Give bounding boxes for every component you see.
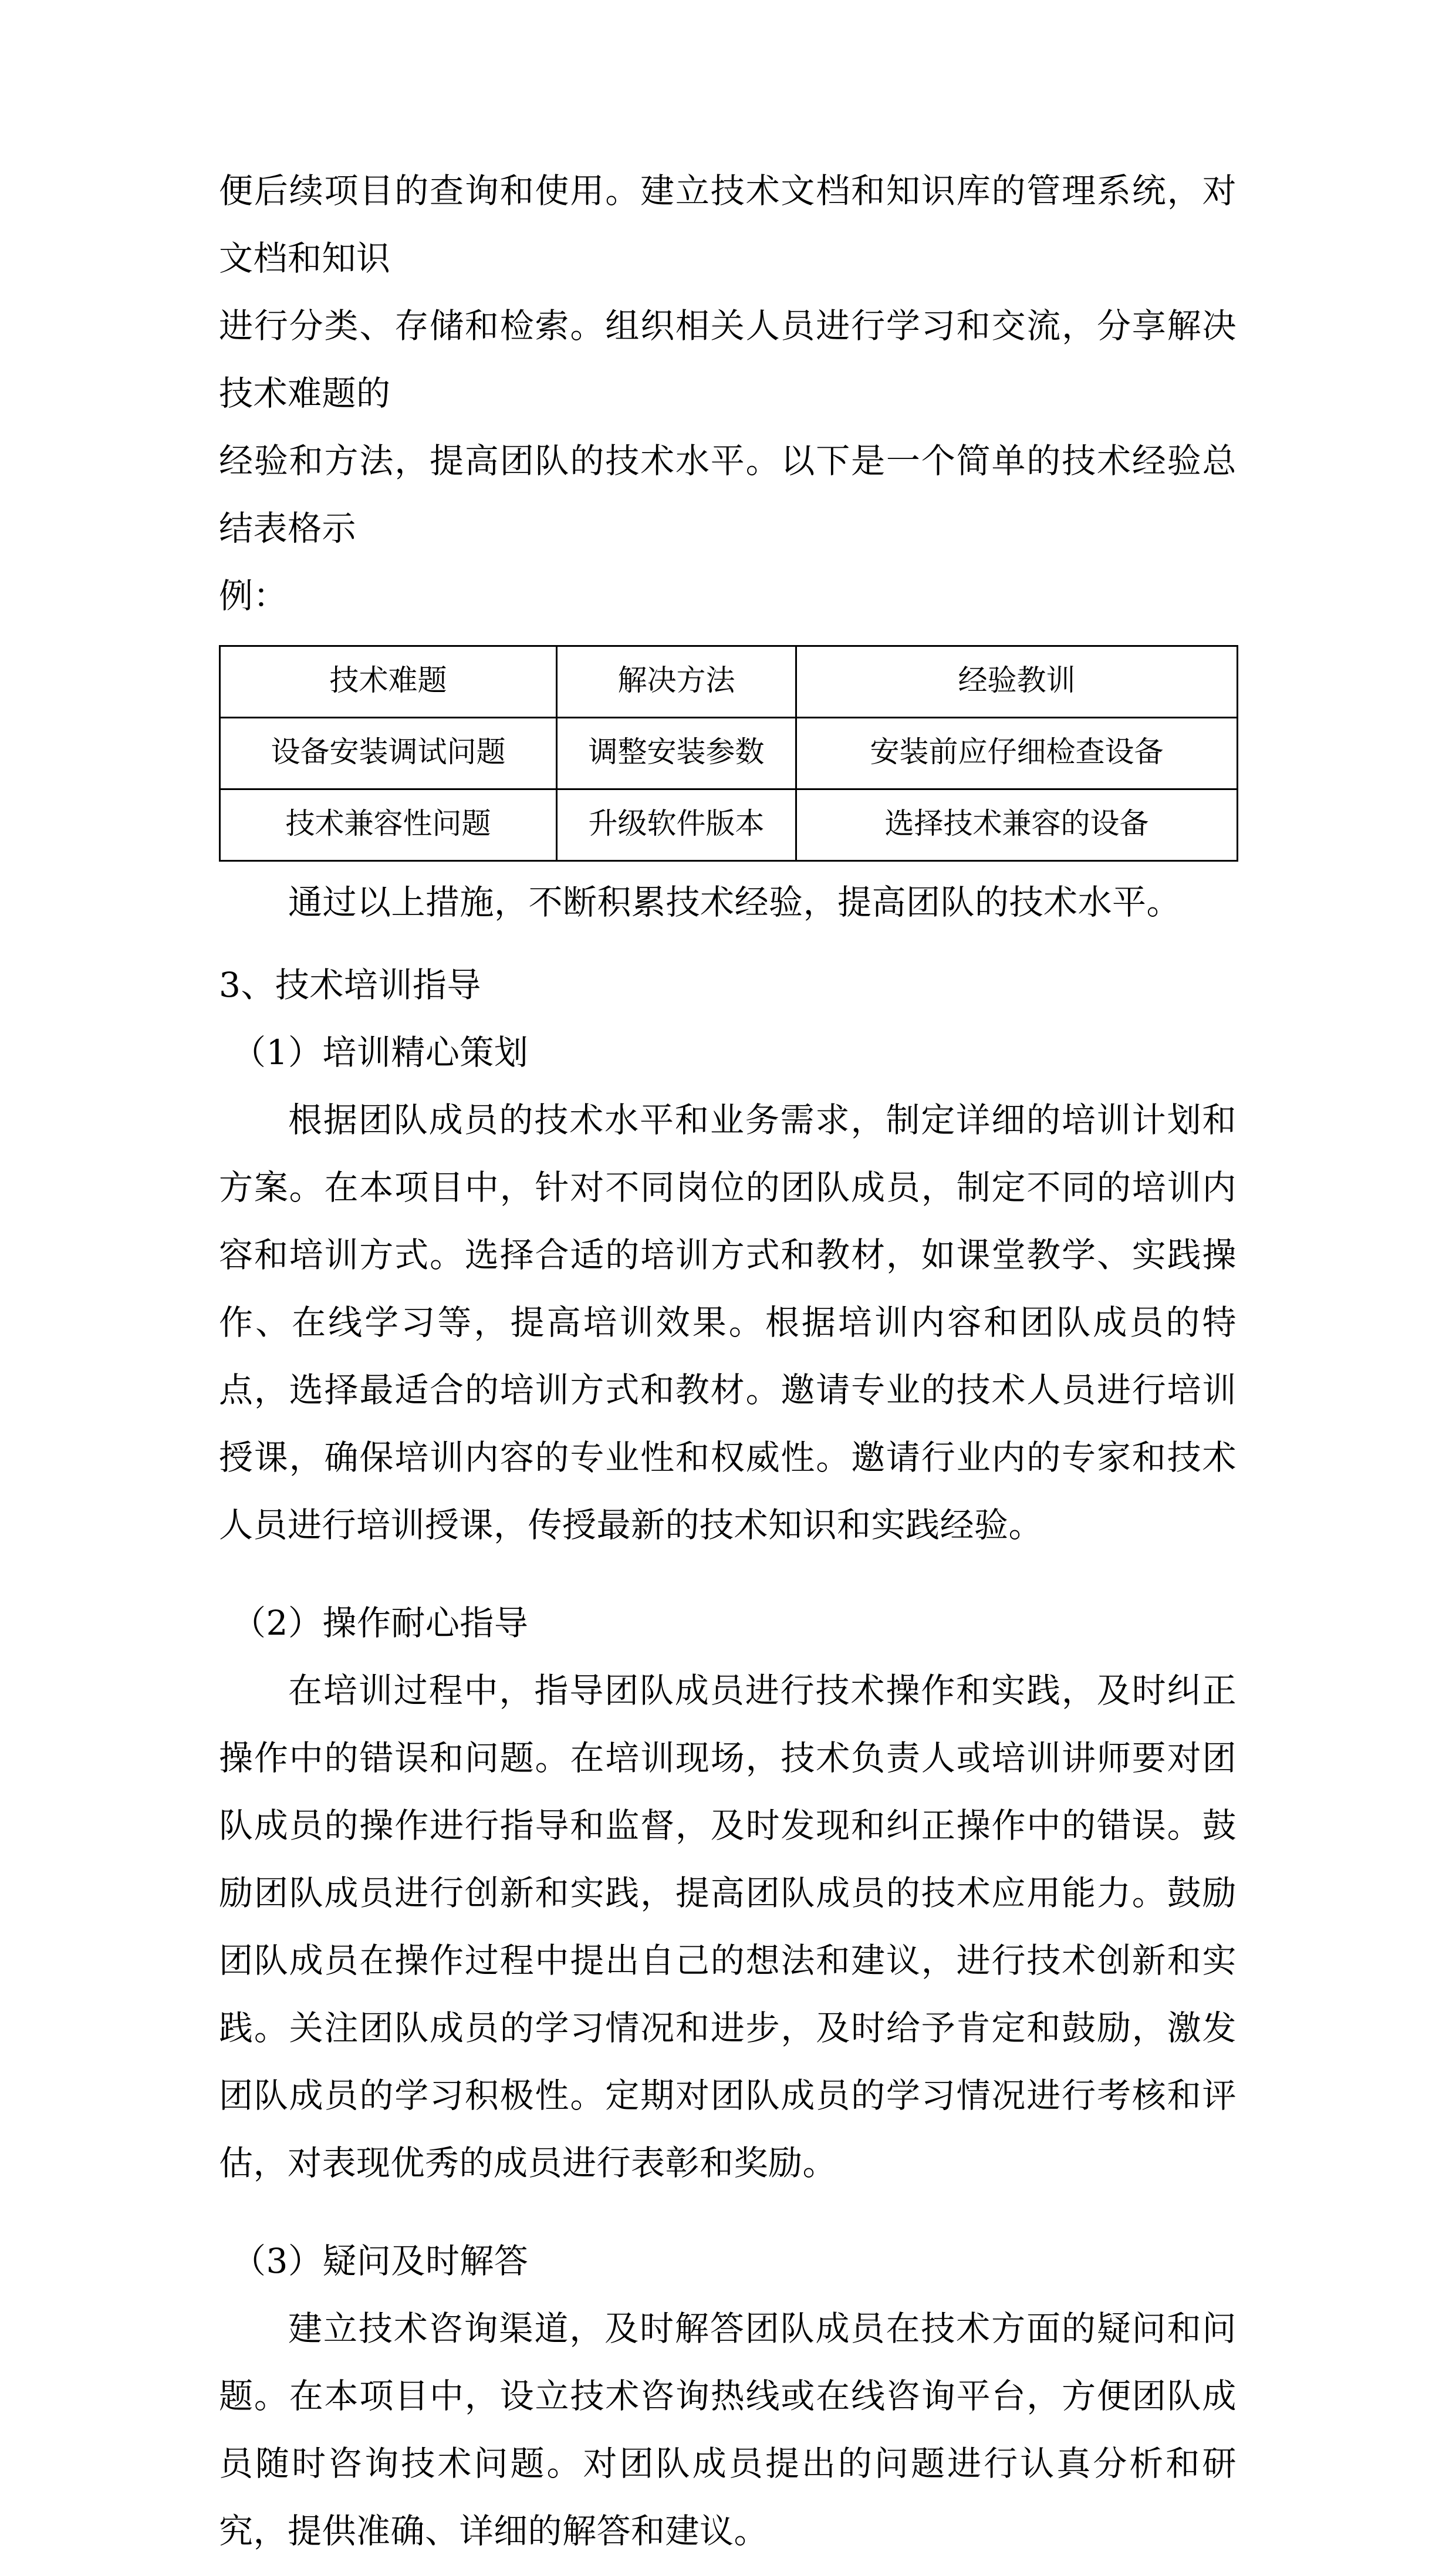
spacer	[219, 936, 1237, 951]
table-row	[220, 789, 1238, 861]
subsection-paragraph-2: 在培训过程中，指导团队成员进行技术操作和实践，及时纠正操作中的错误和问题。在培训现场，技术负责人或培训讲师要对团队成员的操作进行指导和监督，及时发现和纠正操作中的错误。鼓励团队成员进行创新和实践，提高团队成员的技术应用能力。鼓励团队成员在操作过程中提出自己的想法和建议，进行技术创新和实践。关注团队成员的学习情况和进步，及时给予肯定和鼓励，激发团队成员的学习积极性。定期对团队成员的学习情况进行考核和评估，对表现优秀的成员进行表彰和奖励。	[219, 1670, 1237, 2183]
experience-table-wrapper	[219, 645, 1237, 862]
table-header-row	[220, 646, 1238, 718]
paragraph-line: 例：	[219, 576, 288, 616]
section-heading-3: 3、技术培训指导	[219, 965, 481, 1005]
subsection-paragraph-1: 根据团队成员的技术水平和业务需求，制定详细的培训计划和方案。在本项目中，针对不同岗位的团队成员，制定不同的培训内容和培训方式。选择合适的培训方式和教材，如课堂教学、实践操作、在线学习等，提高培训效果。根据培训内容和团队成员的特点，选择最适合的培训方式和教材。邀请专业的技术人员进行培训授课，确保培训内容的专业性和权威性。邀请行业内的专家和技术人员进行培训授课，传授最新的技术知识和实践经验。	[219, 1100, 1237, 1545]
table-cell: 技术兼容性问题	[220, 789, 557, 861]
table-cell: 安装前应仔细检查设备	[796, 718, 1238, 789]
table-row	[220, 718, 1238, 789]
table-header-cell: 技术难题	[220, 646, 557, 718]
subsection-heading-2: （2）操作耐心指导	[232, 1603, 529, 1643]
subsection-heading-1: （1）培训精心策划	[232, 1032, 529, 1072]
spacer	[219, 862, 1237, 869]
table-cell: 选择技术兼容的设备	[796, 789, 1238, 861]
paragraph-after-table: 通过以上措施，不断积累技术经验，提高团队的技术水平。	[288, 882, 1181, 922]
spacer	[219, 2197, 1237, 2228]
table-cell: 设备安装调试问题	[220, 718, 557, 789]
table-cell: 升级软件版本	[557, 789, 796, 861]
table-header-cell: 经验教训	[796, 646, 1238, 718]
subsection-heading-3: （3）疑问及时解答	[232, 2241, 529, 2281]
experience-summary-table	[219, 645, 1238, 862]
spacer	[219, 1559, 1237, 1589]
document-content	[219, 157, 1237, 2565]
subsection-paragraph-3: 建立技术咨询渠道，及时解答团队成员在技术方面的疑问和问题。在本项目中，设立技术咨询热线或在线咨询平台，方便团队成员随时咨询技术问题。对团队成员提出的问题进行认真分析和研究，提供准确、详细的解答和建议。	[219, 2308, 1237, 2551]
paragraph-line: 进行分类、存储和检索。组织相关人员进行学习和交流，分享解决技术难题的	[219, 306, 1237, 413]
spacer	[219, 630, 1237, 637]
table-cell: 调整安装参数	[557, 718, 796, 789]
table-header-cell: 解决方法	[557, 646, 796, 718]
paragraph-continuation	[219, 157, 1237, 630]
paragraph-line: 便后续项目的查询和使用。建立技术文档和知识库的管理系统，对文档和知识	[219, 171, 1237, 278]
paragraph-line: 经验和方法，提高团队的技术水平。以下是一个简单的技术经验总结表格示	[219, 441, 1237, 548]
